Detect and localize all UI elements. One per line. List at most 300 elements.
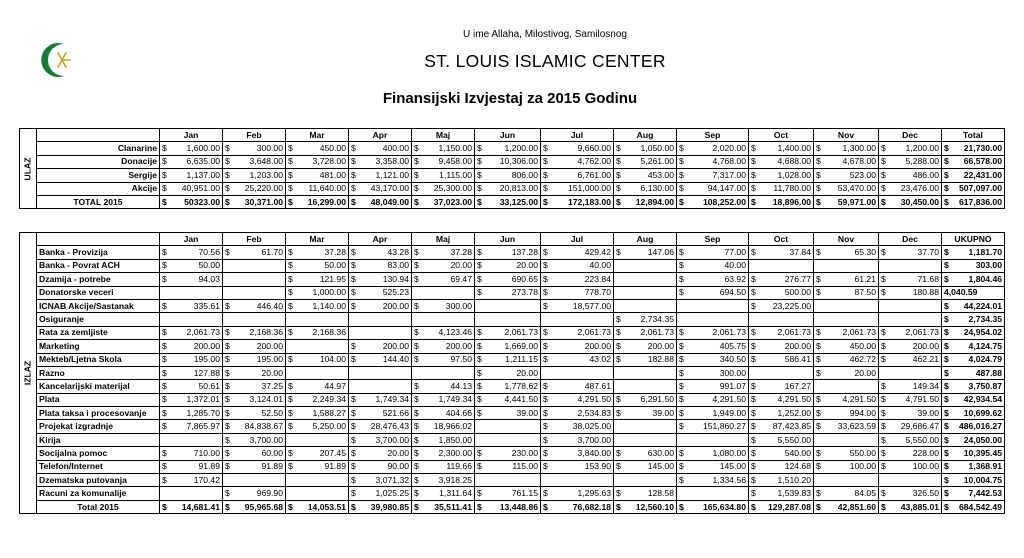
value-cell: $ 1,137.00 <box>160 169 223 182</box>
value-cell: $ 7,317.00 <box>677 169 749 182</box>
column-header: Feb <box>223 233 286 246</box>
table-row <box>20 155 1005 168</box>
value-cell <box>475 313 541 326</box>
table-row <box>20 487 1005 500</box>
value-cell: $ 43.02 <box>541 353 614 366</box>
value-cell <box>286 474 349 487</box>
report-title: Finansijski Izvjestaj za 2015 Godinu <box>382 90 638 107</box>
table-row <box>20 259 1005 272</box>
total-cell: $ 59,971.00 <box>814 195 879 208</box>
value-cell: $ 1,400.00 <box>749 142 814 155</box>
value-cell: $ 276.77 <box>749 273 814 286</box>
value-cell: $ 1,150.00 <box>412 142 475 155</box>
row-label: Donatorske veceri <box>37 286 160 299</box>
value-cell: $ 28,476.43 <box>349 420 412 433</box>
value-cell: $ 70.56 <box>160 246 223 259</box>
row-label: Donacije <box>37 155 160 168</box>
value-cell: $ 2,168.36 <box>286 326 349 339</box>
value-cell: $ 5,288.00 <box>879 155 942 168</box>
value-cell: $ 462.21 <box>879 353 942 366</box>
value-cell: $ 1,311.64 <box>412 487 475 500</box>
column-header: Jul <box>541 233 614 246</box>
value-cell: $ 91.89 <box>223 460 286 473</box>
value-cell: $ 20.00 <box>475 259 541 272</box>
table-row <box>20 299 1005 312</box>
value-cell: $ 180.88 <box>879 286 942 299</box>
value-cell: $ 4,291.50 <box>814 393 879 406</box>
value-cell: $ 124.68 <box>749 460 814 473</box>
value-cell: $ 340.50 <box>677 353 749 366</box>
column-header: Mar <box>286 233 349 246</box>
total-cell: $ 30,371.00 <box>223 195 286 208</box>
value-cell: $ 43.28 <box>349 246 412 259</box>
value-cell: $ 20.00 <box>814 366 879 379</box>
value-cell: $ 4,123.46 <box>412 326 475 339</box>
table-row <box>20 273 1005 286</box>
value-cell: $ 3,124.01 <box>223 393 286 406</box>
value-cell: $ 94.03 <box>160 273 223 286</box>
value-cell: $ 29,686.47 <box>879 420 942 433</box>
value-cell: $ 147.06 <box>614 246 677 259</box>
column-header: Nov <box>814 233 879 246</box>
value-cell: $ 4,291.50 <box>541 393 614 406</box>
row-label: Projekat izgradnje <box>37 420 160 433</box>
column-header: Maj <box>412 233 475 246</box>
value-cell: $ 22,431.00 <box>942 169 1005 182</box>
total-cell: $ 37,023.00 <box>412 195 475 208</box>
total-cell: $ 14,681.41 <box>160 500 223 513</box>
column-header: Apr <box>349 129 412 142</box>
value-cell: $ 1,203.00 <box>223 169 286 182</box>
value-cell: $ 2,734.35 <box>942 313 1005 326</box>
value-cell: $ 50.00 <box>160 259 223 272</box>
table-row <box>20 246 1005 259</box>
value-cell: $ 40.00 <box>541 259 614 272</box>
value-cell <box>614 474 677 487</box>
value-cell: $ 1,749.34 <box>412 393 475 406</box>
column-header: Aug <box>614 233 677 246</box>
value-cell: $ 1,121.00 <box>349 169 412 182</box>
value-cell: $ 1,749.34 <box>349 393 412 406</box>
column-header: Feb <box>223 129 286 142</box>
value-cell: $ 1,211.15 <box>475 353 541 366</box>
total-row <box>20 195 1005 208</box>
value-cell: $ 3,700.00 <box>541 433 614 446</box>
value-cell: $ 4,291.50 <box>677 393 749 406</box>
value-cell <box>749 259 814 272</box>
value-cell: $ 1,285.70 <box>160 407 223 420</box>
value-cell: $ 167.27 <box>749 380 814 393</box>
value-cell: $ 994.00 <box>814 407 879 420</box>
value-cell: $ 24,050.00 <box>942 433 1005 446</box>
value-cell: $ 4,291.50 <box>749 393 814 406</box>
value-cell: $ 127.88 <box>160 366 223 379</box>
value-cell: $ 153.90 <box>541 460 614 473</box>
value-cell: $ 91.89 <box>160 460 223 473</box>
value-cell: $ 487.88 <box>942 366 1005 379</box>
value-cell <box>614 380 677 393</box>
value-cell: $ 525.23 <box>349 286 412 299</box>
row-label: Telefon/Internet <box>37 460 160 473</box>
value-cell: $ 144.40 <box>349 353 412 366</box>
value-cell: $ 128.58 <box>614 487 677 500</box>
value-cell <box>677 487 749 500</box>
value-cell: $ 523.00 <box>814 169 879 182</box>
column-header: Sep <box>677 233 749 246</box>
value-cell: $ 230.00 <box>475 447 541 460</box>
value-cell: $ 9,660.00 <box>541 142 614 155</box>
value-cell: $ 91.89 <box>286 460 349 473</box>
value-cell: $ 462.72 <box>814 353 879 366</box>
value-cell <box>475 420 541 433</box>
value-cell: $ 2,061.73 <box>160 326 223 339</box>
value-cell <box>541 474 614 487</box>
header-blank <box>37 129 160 142</box>
value-cell: $ 63.92 <box>677 273 749 286</box>
total-cell: $ 76,682.18 <box>541 500 614 513</box>
column-header: Maj <box>412 129 475 142</box>
value-cell: $ 5,550.00 <box>879 433 942 446</box>
row-label: Marketing <box>37 340 160 353</box>
value-cell: $ 207.45 <box>286 447 349 460</box>
value-cell: $ 761.15 <box>475 487 541 500</box>
row-label: Osiguranje <box>37 313 160 326</box>
value-cell: $ 1,025.25 <box>349 487 412 500</box>
value-cell <box>412 366 475 379</box>
column-header: Jan <box>160 129 223 142</box>
value-cell: $ 20.00 <box>412 259 475 272</box>
value-cell <box>223 286 286 299</box>
value-cell: $ 7,442.53 <box>942 487 1005 500</box>
value-cell: $ 37.70 <box>879 246 942 259</box>
value-cell <box>286 366 349 379</box>
value-cell: $ 3,358.00 <box>349 155 412 168</box>
total-cell: $ 12,894.00 <box>614 195 677 208</box>
row-label: ICNAB Akcije/Sastanak <box>37 299 160 312</box>
value-cell <box>614 286 677 299</box>
value-cell: $ 37.25 <box>223 380 286 393</box>
value-cell: $ 4,441.50 <box>475 393 541 406</box>
value-cell <box>614 366 677 379</box>
value-cell <box>541 313 614 326</box>
value-cell: $ 1,028.00 <box>749 169 814 182</box>
value-cell: $ 1,295.63 <box>541 487 614 500</box>
value-cell: $ 87,423.85 <box>749 420 814 433</box>
value-cell: $ 4,791.50 <box>879 393 942 406</box>
value-cell <box>814 259 879 272</box>
value-cell: $ 1,252.00 <box>749 407 814 420</box>
value-cell <box>160 313 223 326</box>
column-header: Total <box>942 129 1005 142</box>
row-label: Clanarine <box>37 142 160 155</box>
header-blank <box>37 233 160 246</box>
value-cell: $ 195.00 <box>223 353 286 366</box>
value-cell: $ 404.66 <box>412 407 475 420</box>
value-cell: $ 300.00 <box>412 299 475 312</box>
column-header: Apr <box>349 233 412 246</box>
value-cell: $ 806.00 <box>475 169 541 182</box>
value-cell: $ 1,140.00 <box>286 299 349 312</box>
value-cell <box>412 286 475 299</box>
value-cell: $ 11,780.00 <box>749 182 814 195</box>
value-cell <box>879 366 942 379</box>
total-cell: $ 33,125.00 <box>475 195 541 208</box>
side-label: IZLAZ <box>20 233 37 514</box>
value-cell <box>223 259 286 272</box>
value-cell: $ 200.00 <box>879 340 942 353</box>
value-cell: $ 540.00 <box>749 447 814 460</box>
value-cell: $ 1,368.91 <box>942 460 1005 473</box>
value-cell: $ 130.94 <box>349 273 412 286</box>
value-cell: $ 969.90 <box>223 487 286 500</box>
value-cell: $ 2,249.34 <box>286 393 349 406</box>
value-cell: $ 94,147.00 <box>677 182 749 195</box>
value-cell: $ 18,966.02 <box>412 420 475 433</box>
value-cell: $ 195.00 <box>160 353 223 366</box>
value-cell: $ 3,648.00 <box>223 155 286 168</box>
row-label: Mekteb/Ljetna Skola <box>37 353 160 366</box>
column-header: Mar <box>286 129 349 142</box>
row-label: Dzematska putovanja <box>37 474 160 487</box>
value-cell: $ 100.00 <box>814 460 879 473</box>
value-cell: $ 50.61 <box>160 380 223 393</box>
column-header: Jan <box>160 233 223 246</box>
total-cell: $ 95,965.68 <box>223 500 286 513</box>
value-cell: $ 200.00 <box>412 340 475 353</box>
value-cell: $ 550.00 <box>814 447 879 460</box>
value-cell: $ 335.61 <box>160 299 223 312</box>
value-cell: $ 1,804.46 <box>942 273 1005 286</box>
column-header: Oct <box>749 129 814 142</box>
value-cell: $ 60.00 <box>223 447 286 460</box>
income-table <box>19 128 1005 209</box>
value-cell: $ 10,395.45 <box>942 447 1005 460</box>
row-label: Plata taksa i procesovanje <box>37 407 160 420</box>
value-cell: $ 4,124.75 <box>942 340 1005 353</box>
value-cell: $ 37.28 <box>412 246 475 259</box>
row-label: Kancelarijski materijal <box>37 380 160 393</box>
row-label: Sergije <box>37 169 160 182</box>
value-cell: $ 5,550.00 <box>749 433 814 446</box>
value-cell: $ 1,050.00 <box>614 142 677 155</box>
value-cell: $ 405.75 <box>677 340 749 353</box>
table-row <box>20 460 1005 473</box>
total-cell: $ 43,885.01 <box>879 500 942 513</box>
value-cell: $ 40,951.00 <box>160 182 223 195</box>
table-row <box>20 353 1005 366</box>
value-cell: $ 3,840.00 <box>541 447 614 460</box>
column-header: UKUPNO <box>942 233 1005 246</box>
row-label: Rata za zemljiste <box>37 326 160 339</box>
value-cell: $ 43,170.00 <box>349 182 412 195</box>
value-cell <box>286 313 349 326</box>
table-row <box>20 393 1005 406</box>
total-cell: $ 108,252.00 <box>677 195 749 208</box>
value-cell <box>879 313 942 326</box>
value-cell: $ 486.00 <box>879 169 942 182</box>
value-cell: $ 4,024.79 <box>942 353 1005 366</box>
value-cell <box>814 299 879 312</box>
value-cell: $ 24,954.02 <box>942 326 1005 339</box>
value-cell <box>223 474 286 487</box>
value-cell: $ 42,934.54 <box>942 393 1005 406</box>
table-row <box>20 340 1005 353</box>
value-cell: $ 40.00 <box>677 259 749 272</box>
total-label: TOTAL 2015 <box>37 195 160 208</box>
value-cell: $ 151,000.00 <box>541 182 614 195</box>
table-row <box>20 407 1005 420</box>
table-row <box>20 474 1005 487</box>
value-cell: $ 2,061.73 <box>814 326 879 339</box>
value-cell: $ 6,130.00 <box>614 182 677 195</box>
header-row <box>20 129 1005 142</box>
value-cell <box>749 313 814 326</box>
value-cell: $ 446.40 <box>223 299 286 312</box>
value-cell: $ 450.00 <box>286 142 349 155</box>
value-cell: $ 694.50 <box>677 286 749 299</box>
value-cell <box>286 340 349 353</box>
value-cell: $ 200.00 <box>614 340 677 353</box>
value-cell: $ 1,200.00 <box>879 142 942 155</box>
value-cell: $ 21,730.00 <box>942 142 1005 155</box>
table-row <box>20 182 1005 195</box>
value-cell: $ 1,588.27 <box>286 407 349 420</box>
row-label: Socijalna pomoc <box>37 447 160 460</box>
table-row <box>20 142 1005 155</box>
table-row <box>20 433 1005 446</box>
total-cell: $ 48,049.00 <box>349 195 412 208</box>
value-cell: $ 200.00 <box>349 299 412 312</box>
value-cell: $ 69.47 <box>412 273 475 286</box>
value-cell: $ 1,850.00 <box>412 433 475 446</box>
value-cell: $ 170.42 <box>160 474 223 487</box>
value-cell: $ 3,918.25 <box>412 474 475 487</box>
header-row <box>20 233 1005 246</box>
value-cell: $ 487.61 <box>541 380 614 393</box>
value-cell: $ 507,097.00 <box>942 182 1005 195</box>
value-cell: $ 97.50 <box>412 353 475 366</box>
value-cell <box>677 299 749 312</box>
value-cell <box>475 433 541 446</box>
value-cell <box>814 474 879 487</box>
value-cell <box>223 273 286 286</box>
value-cell: $ 2,734.35 <box>614 313 677 326</box>
value-cell <box>223 313 286 326</box>
value-cell <box>614 433 677 446</box>
value-cell: $ 5,261.00 <box>614 155 677 168</box>
value-cell: $ 2,061.73 <box>475 326 541 339</box>
table-row <box>20 380 1005 393</box>
value-cell: $ 228.00 <box>879 447 942 460</box>
value-cell: $ 53,470.00 <box>814 182 879 195</box>
value-cell: $ 52.50 <box>223 407 286 420</box>
value-cell: $ 6,761.00 <box>541 169 614 182</box>
value-cell: $ 121.95 <box>286 273 349 286</box>
total-row <box>20 500 1005 513</box>
value-cell: $ 10,699.62 <box>942 407 1005 420</box>
value-cell: $ 39.00 <box>614 407 677 420</box>
value-cell: $ 2,061.73 <box>879 326 942 339</box>
total-cell: $ 35,511.41 <box>412 500 475 513</box>
value-cell: $ 200.00 <box>541 340 614 353</box>
value-cell: $ 3,750.87 <box>942 380 1005 393</box>
value-cell <box>160 286 223 299</box>
value-cell: $ 1,181.70 <box>942 246 1005 259</box>
value-cell: $ 71.68 <box>879 273 942 286</box>
table-row <box>20 420 1005 433</box>
value-cell: $ 25,300.00 <box>412 182 475 195</box>
value-cell: $ 18,577.00 <box>541 299 614 312</box>
value-cell: $ 44.97 <box>286 380 349 393</box>
value-cell: $ 23,225.00 <box>749 299 814 312</box>
total-cell: $ 30,450.00 <box>879 195 942 208</box>
value-cell: $ 39.00 <box>879 407 942 420</box>
value-cell: $ 1,080.00 <box>677 447 749 460</box>
total-cell: $ 684,542.49 <box>942 500 1005 513</box>
value-cell: $ 4,688.00 <box>749 155 814 168</box>
column-header: Dec <box>879 233 942 246</box>
expense-table <box>19 232 1005 514</box>
value-cell: $ 20.00 <box>349 447 412 460</box>
value-cell: $ 200.00 <box>749 340 814 353</box>
table-row <box>20 169 1005 182</box>
value-cell: $ 66,578.00 <box>942 155 1005 168</box>
header-bismillah: U ime Allaha, Milostivog, Samilosnog <box>463 29 627 40</box>
total-cell: $ 12,560.10 <box>614 500 677 513</box>
value-cell: $ 83.00 <box>349 259 412 272</box>
value-cell: $ 453.00 <box>614 169 677 182</box>
value-cell: $ 20.00 <box>475 366 541 379</box>
value-cell: $ 1,300.00 <box>814 142 879 155</box>
table-row <box>20 286 1005 299</box>
value-cell: $ 119.66 <box>412 460 475 473</box>
value-cell: $ 303.00 <box>942 259 1005 272</box>
value-cell: $ 9,458.00 <box>412 155 475 168</box>
value-cell: $ 61.21 <box>814 273 879 286</box>
column-header: Sep <box>677 129 749 142</box>
value-cell: $ 4,768.00 <box>677 155 749 168</box>
value-cell: $ 2,168.36 <box>223 326 286 339</box>
table-row <box>20 313 1005 326</box>
value-cell <box>614 299 677 312</box>
value-cell <box>286 433 349 446</box>
value-cell <box>349 366 412 379</box>
value-cell: $ 137.28 <box>475 246 541 259</box>
value-cell: $ 145.00 <box>614 460 677 473</box>
value-cell <box>879 259 942 272</box>
value-cell: $ 4,762.00 <box>541 155 614 168</box>
value-cell: $ 481.00 <box>286 169 349 182</box>
value-cell: $ 50.00 <box>286 259 349 272</box>
column-header: Dec <box>879 129 942 142</box>
value-cell <box>160 487 223 500</box>
column-header: Jun <box>475 129 541 142</box>
value-cell: $ 223.84 <box>541 273 614 286</box>
value-cell: $ 3,700.00 <box>349 433 412 446</box>
column-header: Jul <box>541 129 614 142</box>
column-header: Jun <box>475 233 541 246</box>
value-cell: $ 450.00 <box>814 340 879 353</box>
value-cell: $ 61.70 <box>223 246 286 259</box>
row-label: Akcije <box>37 182 160 195</box>
value-cell: $ 1,510.20 <box>749 474 814 487</box>
total-cell: $ 50323.00 <box>160 195 223 208</box>
value-cell <box>412 313 475 326</box>
total-label: Total 2015 <box>37 500 160 513</box>
value-cell: $ 1,669.00 <box>475 340 541 353</box>
value-cell: $ 84.05 <box>814 487 879 500</box>
row-label: Banka - Provizija <box>37 246 160 259</box>
